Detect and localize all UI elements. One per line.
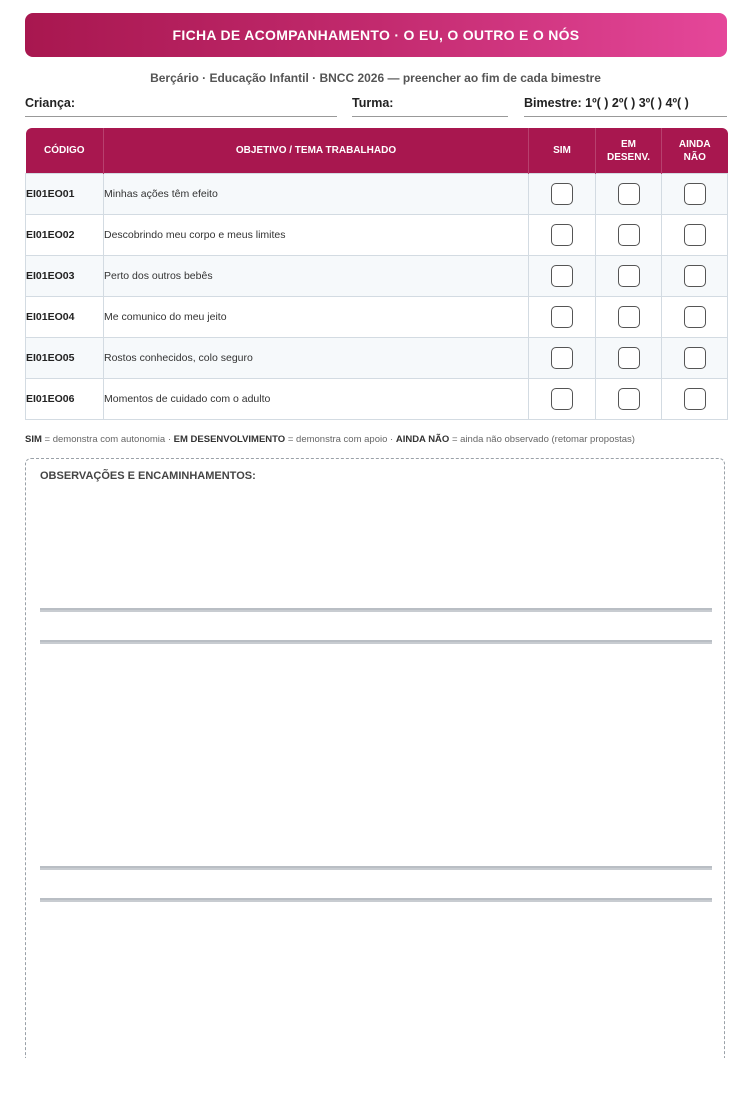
checkbox-ainda-nao[interactable] <box>684 183 706 205</box>
header-em-desenv-line1: EM <box>621 138 636 150</box>
row-code: EI01EO03 <box>26 256 104 297</box>
table-row <box>26 297 728 338</box>
row-code: EI01EO06 <box>26 379 104 420</box>
table-header-row <box>26 128 728 174</box>
header-ainda-nao-line2: NÃO <box>683 151 706 163</box>
checkbox-em-desenv[interactable] <box>618 183 640 205</box>
checkbox-sim[interactable] <box>551 183 573 205</box>
bimester-label: Bimestre: 1º( ) 2º( ) 3º( ) 4º( ) <box>524 96 689 110</box>
class-field[interactable] <box>352 96 508 117</box>
legend-ainda-label: AINDA NÃO <box>395 434 450 445</box>
checkbox-em-desenv[interactable] <box>618 347 640 369</box>
observations-title: OBSERVAÇÕES E ENCAMINHAMENTOS: <box>40 470 256 482</box>
writing-line <box>40 608 712 612</box>
child-name-label: Criança: <box>25 96 76 110</box>
checkbox-ainda-nao[interactable] <box>684 265 706 287</box>
legend-sim-desc: = demonstra com autonomia · <box>41 434 174 445</box>
writing-line <box>40 898 712 902</box>
row-objective: Rostos conhecidos, colo seguro <box>104 338 529 379</box>
legend-em-desc: = demonstra com apoio · <box>285 434 396 445</box>
checkbox-ainda-nao[interactable] <box>684 388 706 410</box>
row-objective: Momentos de cuidado com o adulto <box>104 379 529 420</box>
checkbox-sim[interactable] <box>551 388 573 410</box>
header-sim: SIM <box>529 128 596 174</box>
page-subtitle: Berçário · Educação Infantil · BNCC 2026 — preencher ao fim de cada bimestre <box>150 71 601 85</box>
class-label: Turma: <box>352 96 394 110</box>
checkbox-ainda-nao[interactable] <box>684 347 706 369</box>
checkbox-sim[interactable] <box>551 347 573 369</box>
legend-ainda-desc: = ainda não observado (retomar propostas) <box>449 434 635 445</box>
table-row <box>26 174 728 215</box>
table-row <box>26 215 728 256</box>
checkbox-ainda-nao[interactable] <box>684 224 706 246</box>
row-objective: Me comunico do meu jeito <box>104 297 529 338</box>
row-code: EI01EO02 <box>26 215 104 256</box>
legend <box>25 434 745 445</box>
checkbox-em-desenv[interactable] <box>618 224 640 246</box>
header-code: CÓDIGO <box>26 128 104 174</box>
header-em-desenv-line2: DESENV. <box>607 151 650 163</box>
table-row <box>26 256 728 297</box>
row-code: EI01EO01 <box>26 174 104 215</box>
bimester-field[interactable] <box>524 96 727 117</box>
observations-box[interactable] <box>25 458 725 1058</box>
row-code: EI01EO04 <box>26 297 104 338</box>
legend-em-label: EM DESENVOLVIMENTO <box>173 434 286 445</box>
table-row <box>26 338 728 379</box>
row-code: EI01EO05 <box>26 338 104 379</box>
checkbox-em-desenv[interactable] <box>618 388 640 410</box>
checkbox-em-desenv[interactable] <box>618 265 640 287</box>
objectives-table <box>25 128 728 420</box>
row-objective: Minhas ações têm efeito <box>104 174 529 215</box>
header-objective: OBJETIVO / TEMA TRABALHADO <box>104 128 529 174</box>
checkbox-sim[interactable] <box>551 306 573 328</box>
checkbox-em-desenv[interactable] <box>618 306 640 328</box>
header-ainda-nao <box>662 128 728 174</box>
page-title-banner <box>25 13 727 57</box>
page-title: FICHA DE ACOMPANHAMENTO · O EU, O OUTRO E O NÓS <box>172 27 580 43</box>
writing-line <box>40 866 712 870</box>
row-objective: Descobrindo meu corpo e meus limites <box>104 215 529 256</box>
table-row <box>26 379 728 420</box>
header-em-desenv <box>596 128 662 174</box>
checkbox-sim[interactable] <box>551 265 573 287</box>
checkbox-ainda-nao[interactable] <box>684 306 706 328</box>
child-name-field[interactable] <box>25 96 337 117</box>
checkbox-sim[interactable] <box>551 224 573 246</box>
row-objective: Perto dos outros bebês <box>104 256 529 297</box>
header-ainda-nao-line1: AINDA <box>678 138 711 150</box>
writing-line <box>40 640 712 644</box>
legend-sim-label: SIM <box>25 434 42 445</box>
